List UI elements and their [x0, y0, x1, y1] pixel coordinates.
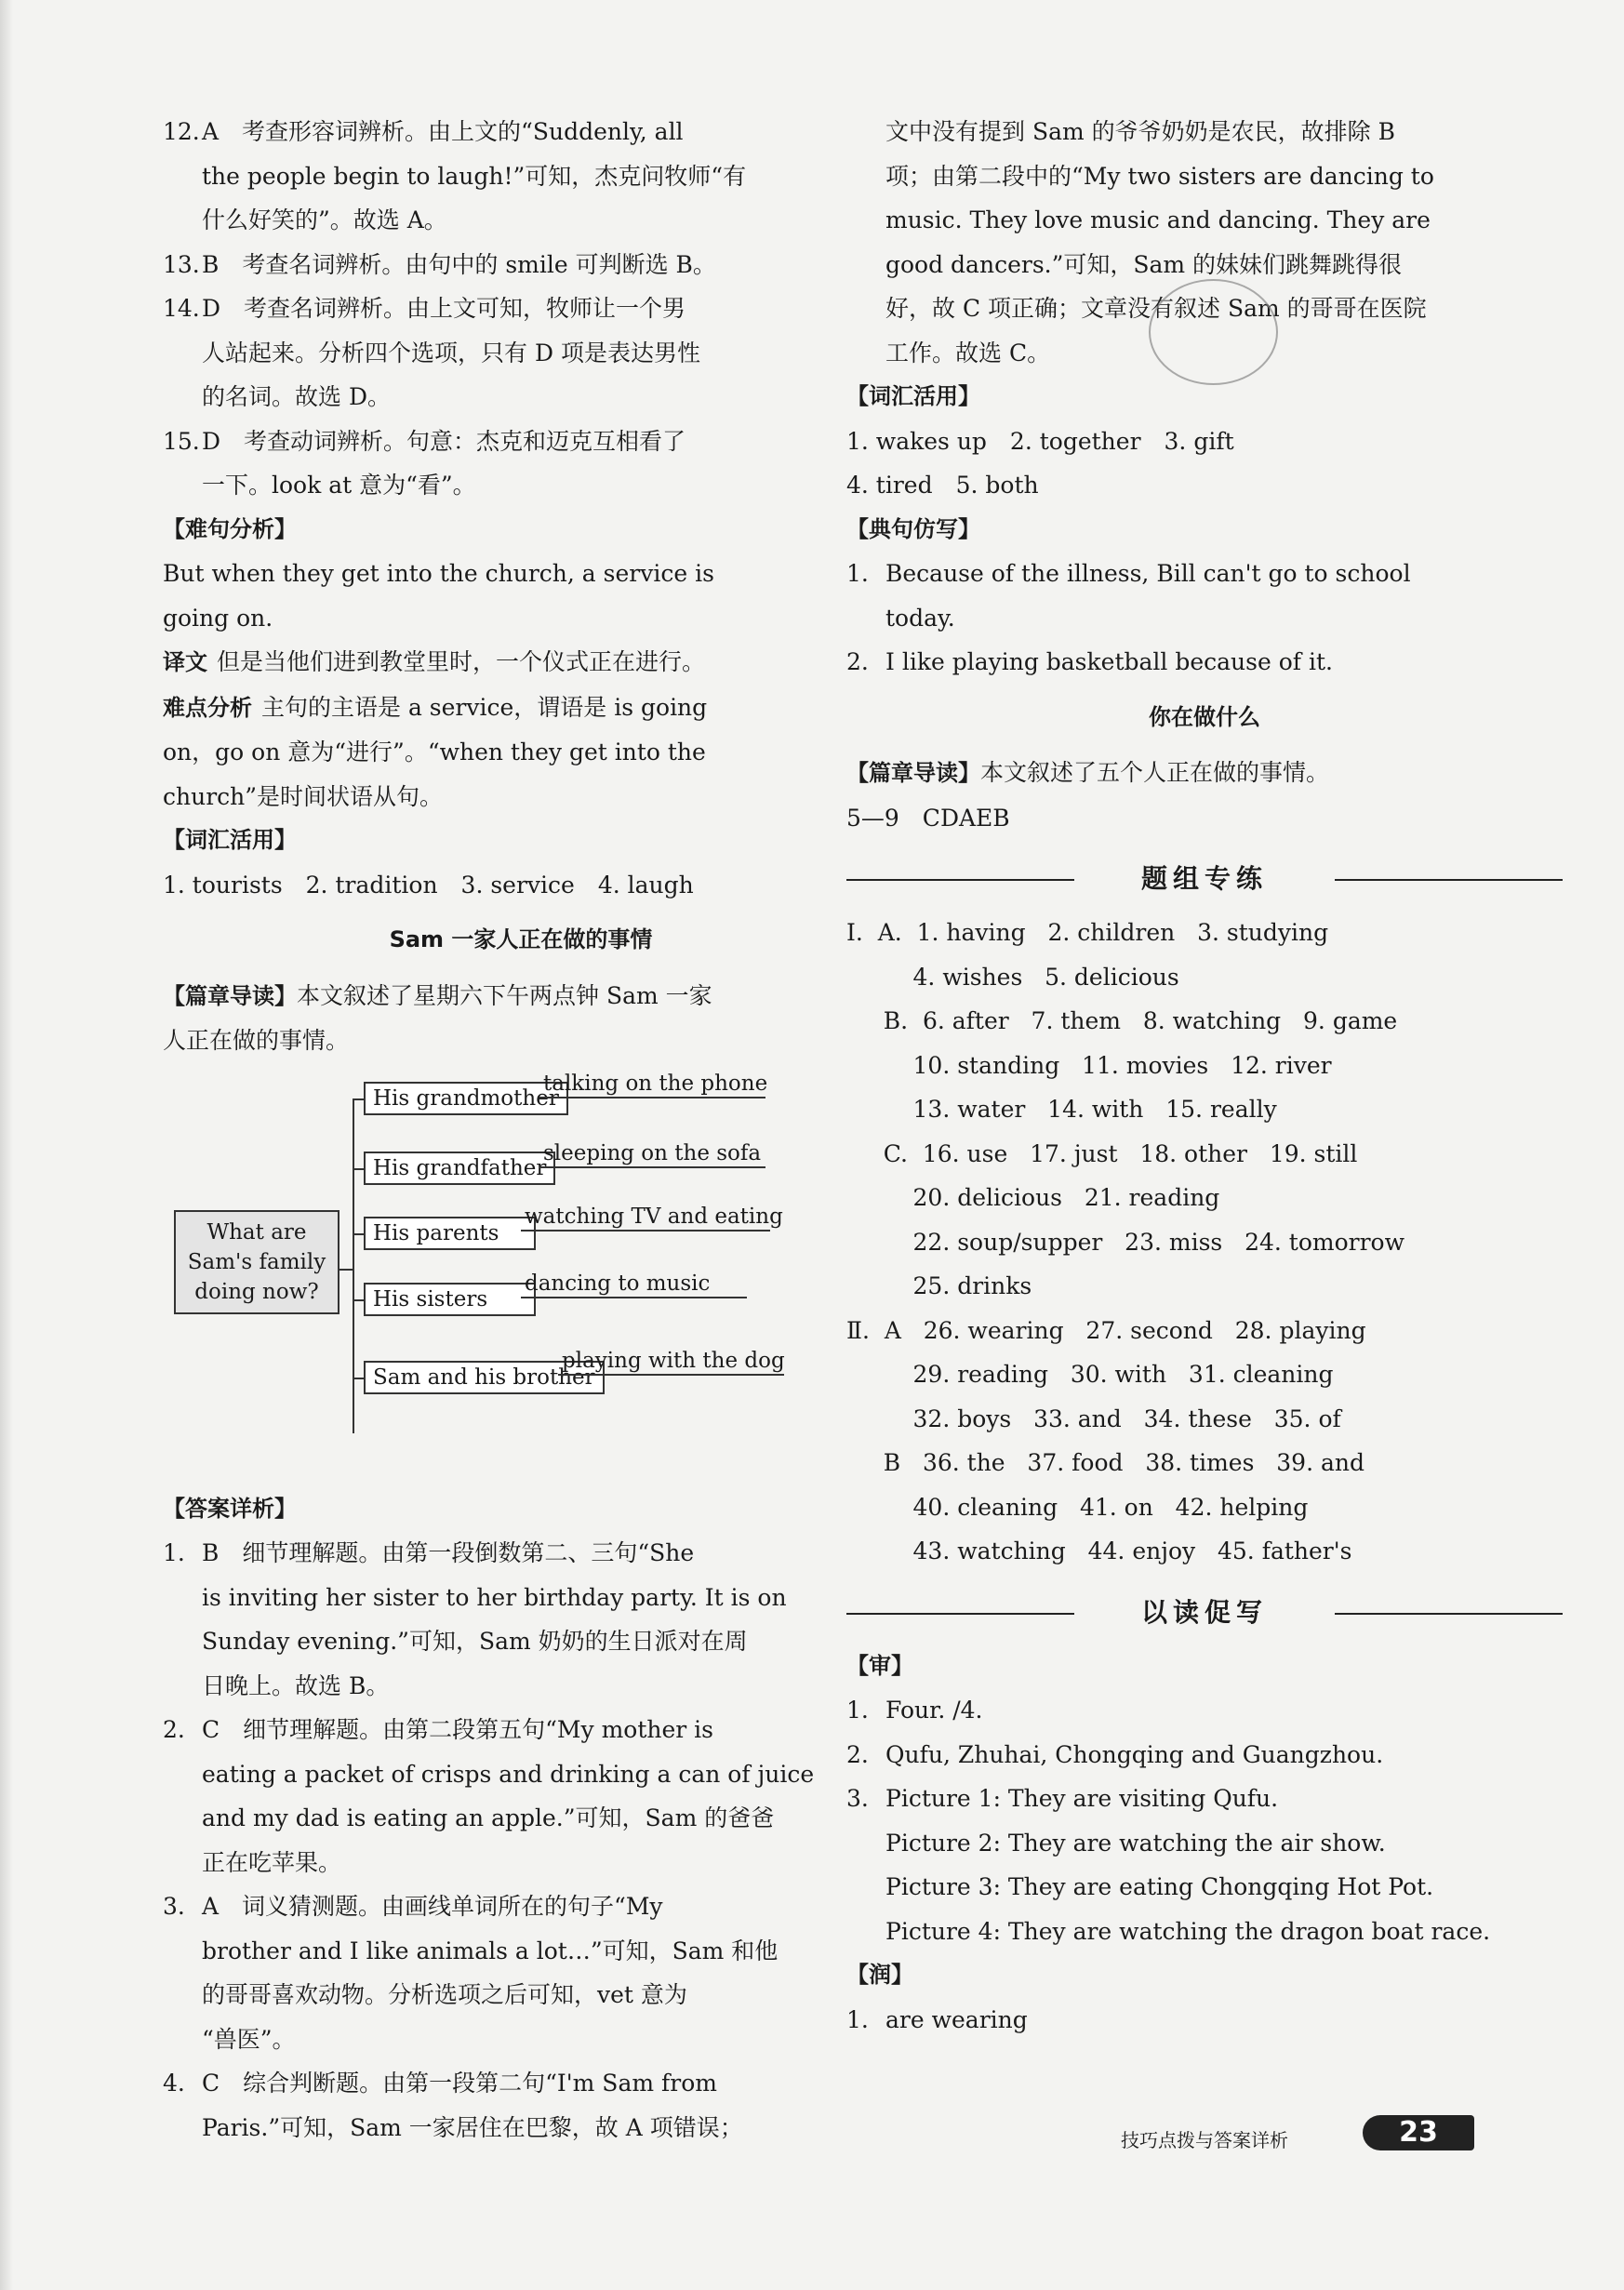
guide-label: 【篇章导读】 — [163, 982, 297, 1009]
guide-label: 【篇章导读】 — [846, 760, 980, 786]
analysis-label: 难点分析 — [163, 694, 252, 721]
text-line: 文中没有提到 Sam 的爷爷奶奶是农民，故排除 B — [885, 118, 1395, 145]
vocab-answers: 1. wakes up 2. together 3. gift — [846, 427, 1234, 455]
item-number: 14. — [163, 295, 200, 322]
connector — [353, 1168, 364, 1170]
connector — [353, 1299, 364, 1301]
page-number-badge: 23 — [1363, 2115, 1474, 2150]
exercise-line: 22. soup/supper 23. miss 24. tomorrow — [846, 1228, 1404, 1256]
text-line: 什么好笑的”。故选 A。 — [202, 206, 447, 233]
diagram-member-box: Sam and his brother — [364, 1361, 605, 1394]
diagram-member-box: His sisters — [364, 1283, 536, 1316]
exercise-line: 40. cleaning 41. on 42. helping — [846, 1493, 1309, 1521]
imitation-heading: 【典句仿写】 — [846, 515, 980, 542]
exercise-line: 20. delicious 21. reading — [846, 1184, 1220, 1211]
diagram-activity: sleeping on the sofa — [539, 1140, 765, 1168]
right-column — [846, 110, 1563, 2042]
text-line: good dancers.”可知，Sam 的妹妹们跳舞跳得很 — [885, 250, 1403, 278]
answer-item-1 — [163, 1531, 879, 1708]
writing-item-3 — [846, 1777, 1563, 1953]
diagram-activity: watching TV and eating — [521, 1204, 770, 1232]
text-line: eating a packet of crisps and drinking a can of juice — [202, 1760, 815, 1788]
difficult-sentence: But when they get into the church, a service is — [163, 560, 714, 587]
guide-line — [846, 751, 1563, 796]
item-number: 1. — [163, 1539, 185, 1566]
translation-line — [163, 640, 879, 686]
left-column — [163, 110, 879, 2150]
text-line: B 细节理解题。由第一段倒数第二、三句“She — [202, 1539, 695, 1566]
guide-text: 本文叙述了五个人正在做的事情。 — [980, 759, 1330, 786]
connector — [353, 1378, 364, 1379]
text-line: is inviting her sister to her birthday party. It is on — [202, 1583, 787, 1611]
answer-item-14 — [163, 286, 879, 419]
band-title: 以读促写 — [1140, 1596, 1268, 1628]
difficult-sentence: going on. — [163, 604, 273, 632]
answer-item-2 — [163, 1708, 879, 1884]
answer-item-3 — [163, 1884, 879, 2061]
connector — [353, 1098, 354, 1433]
exercise-line: Ⅱ. A 26. wearing 27. second 28. playing — [846, 1316, 1366, 1344]
translation-text: 但是当他们进到教堂里时，一个仪式正在进行。 — [217, 648, 706, 675]
text-line: 好，故 C 项正确；文章没有叙述 Sam 的哥哥在医院 — [885, 295, 1427, 322]
exercise-line: 4. wishes 5. delicious — [846, 963, 1179, 991]
text-line: C 综合判断题。由第一段第二句“I'm Sam from — [202, 2070, 717, 2097]
section-title-doing: 你在做什么 — [1149, 703, 1260, 730]
translation-label: 译文 — [163, 649, 207, 675]
item-number: 3. — [846, 1785, 869, 1812]
diagram-activity: talking on the phone — [539, 1071, 765, 1098]
exercise-line: 32. boys 33. and 34. these 35. of — [846, 1405, 1341, 1432]
text-line: Because of the illness, Bill can't go to school — [885, 560, 1411, 587]
text-line: today. — [885, 604, 955, 632]
guide-line — [163, 974, 879, 1019]
item-number: 15. — [163, 427, 200, 455]
text-line: and my dad is eating an apple.”可知，Sam 的爸爸 — [202, 1804, 775, 1831]
item-number: 3. — [163, 1893, 185, 1920]
text-line: C 细节理解题。由第二段第五句“My mother is — [202, 1716, 714, 1743]
text-line: Four. /4. — [885, 1697, 983, 1724]
diagram-root-box: What are Sam's family doing now? — [174, 1210, 339, 1314]
text-line: Qufu, Zhuhai, Chongqing and Guangzhou. — [885, 1740, 1384, 1768]
text-line: I like playing basketball because of it. — [885, 648, 1333, 675]
item-number: 2. — [846, 648, 869, 675]
answers-heading: 【答案详析】 — [163, 1495, 297, 1522]
item-number: 12. — [163, 118, 200, 145]
polish-heading: 【润】 — [846, 1962, 913, 1988]
exercise-line: B 36. the 37. food 38. times 39. and — [846, 1449, 1364, 1476]
exercise-line: 13. water 14. with 15. really — [846, 1096, 1277, 1123]
diagram-member-box: His grandmother — [364, 1082, 568, 1115]
polish-item-1 — [846, 1998, 1563, 2043]
imitation-item-1 — [846, 552, 1563, 640]
text-line: Picture 1: They are visiting Qufu. — [885, 1785, 1279, 1812]
analysis-line — [163, 686, 879, 731]
item-number: 13. — [163, 250, 200, 278]
writing-item-2 — [846, 1733, 1563, 1777]
text-line: D 考查动词辨析。句意：杰克和迈克互相看了 — [202, 427, 686, 455]
diagram-activity: playing with the dog — [558, 1348, 784, 1376]
text-line: 工作。故选 C。 — [885, 339, 1051, 366]
text-line: D 考查名词辨析。由上文可知，牧师让一个男 — [202, 295, 686, 322]
vocab-heading: 【词汇活用】 — [163, 827, 297, 853]
text-line: 一下。look at 意为“看”。 — [202, 472, 476, 499]
text-line: 项；由第二段中的“My two sisters are dancing to — [885, 162, 1434, 190]
homework-stamp-icon — [1149, 279, 1278, 385]
exercise-line: 29. reading 30. with 31. cleaning — [846, 1361, 1334, 1388]
diagram-member-box: His grandfather — [364, 1152, 555, 1185]
item-number: 2. — [846, 1740, 869, 1768]
guide-text: 本文叙述了星期六下午两点钟 Sam 一家 — [297, 981, 712, 1009]
band-title: 题组专练 — [1140, 863, 1268, 894]
answer-item-4 — [163, 2061, 879, 2150]
text-line: Sunday evening.”可知，Sam 奶奶的生日派对在周 — [202, 1628, 748, 1655]
text-line: 的哥哥喜欢动物。分析选项之后可知，vet 意为 — [202, 1981, 687, 2008]
exercise-line: B. 6. after 7. them 8. watching 9. game — [846, 1007, 1398, 1034]
analysis-text: 主句的主语是 a service，谓语是 is going — [261, 693, 708, 721]
difficult-sentence-heading: 【难句分析】 — [163, 515, 297, 542]
review-heading: 【审】 — [846, 1652, 913, 1679]
reading-answers: 5—9 CDAEB — [846, 804, 1010, 832]
diagram-member-box: His parents — [364, 1217, 536, 1250]
text-line: A 考查形容词辨析。由上文的“Suddenly, all — [202, 118, 684, 145]
text-line: 人站起来。分析四个选项，只有 D 项是表达男性 — [202, 339, 700, 366]
text-line: Paris.”可知，Sam 一家居住在巴黎，故 A 项错误； — [202, 2113, 743, 2141]
section-band-practice — [846, 853, 1563, 905]
text-line: A 词义猜测题。由画线单词所在的句子“My — [202, 1893, 663, 1920]
text-line: Picture 2: They are watching the air show. — [885, 1829, 1386, 1857]
text-line: 的名词。故选 D。 — [202, 383, 391, 410]
exercise-line: 43. watching 44. enjoy 45. father's — [846, 1538, 1352, 1564]
analysis-text: on，go on 意为“进行”。“when they get into the — [163, 739, 706, 766]
text-line: 正在吃苹果。 — [202, 1848, 342, 1876]
family-mind-map — [163, 1071, 879, 1480]
item-number: 4. — [163, 2070, 185, 2097]
answer-item-13 — [163, 243, 879, 287]
section-band-writing — [846, 1587, 1563, 1639]
text-line: “兽医”。 — [202, 2025, 296, 2053]
imitation-item-2 — [846, 640, 1563, 685]
guide-text: 人正在做的事情。 — [163, 1027, 350, 1054]
item-number: 1. — [846, 1697, 869, 1724]
text-line: are wearing — [885, 2005, 1028, 2033]
text-line: 日晚上。故选 B。 — [202, 1671, 390, 1699]
text-line: Picture 4: They are watching the dragon boat race. — [885, 1917, 1491, 1945]
vocab-heading: 【词汇活用】 — [846, 383, 980, 409]
connector — [353, 1098, 364, 1100]
item-number: 1. — [846, 560, 869, 587]
text-line: Picture 3: They are eating Chongqing Hot Pot. — [885, 1873, 1434, 1900]
exercise-line: C. 16. use 17. just 18. other 19. still — [846, 1139, 1358, 1167]
page-edge-shadow — [0, 0, 13, 2290]
diagram-activity: dancing to music — [521, 1271, 747, 1298]
item-number: 1. — [846, 2005, 869, 2033]
text-line: brother and I like animals a lot…”可知，Sam 和他 — [202, 1937, 779, 1964]
exercise-line: 25. drinks — [846, 1272, 1032, 1299]
vocab-answers: 4. tired 5. both — [846, 472, 1039, 499]
vocab-answers: 1. tourists 2. tradition 3. service 4. laugh — [163, 871, 694, 899]
analysis-text: church”是时间状语从句。 — [163, 782, 444, 810]
item-number: 2. — [163, 1716, 185, 1743]
exercise-line: 10. standing 11. movies 12. river — [846, 1051, 1332, 1079]
answer-item-12 — [163, 110, 879, 243]
connector — [353, 1233, 364, 1235]
exercise-answers — [846, 911, 1563, 1574]
text-line: the people begin to laugh!”可知，杰克问牧师“有 — [202, 162, 747, 190]
text-line: music. They love music and dancing. They are — [885, 206, 1431, 233]
writing-item-1 — [846, 1688, 1563, 1733]
footer-section-name: 技巧点拨与答案详析 — [1121, 2129, 1288, 2151]
section-title-sam: Sam 一家人正在做的事情 — [389, 926, 653, 952]
exercise-line: Ⅰ. A. 1. having 2. children 3. studying — [846, 919, 1329, 946]
text-line: B 考查名词辨析。由句中的 smile 可判断选 B。 — [202, 250, 716, 278]
answer-item-15 — [163, 419, 879, 508]
